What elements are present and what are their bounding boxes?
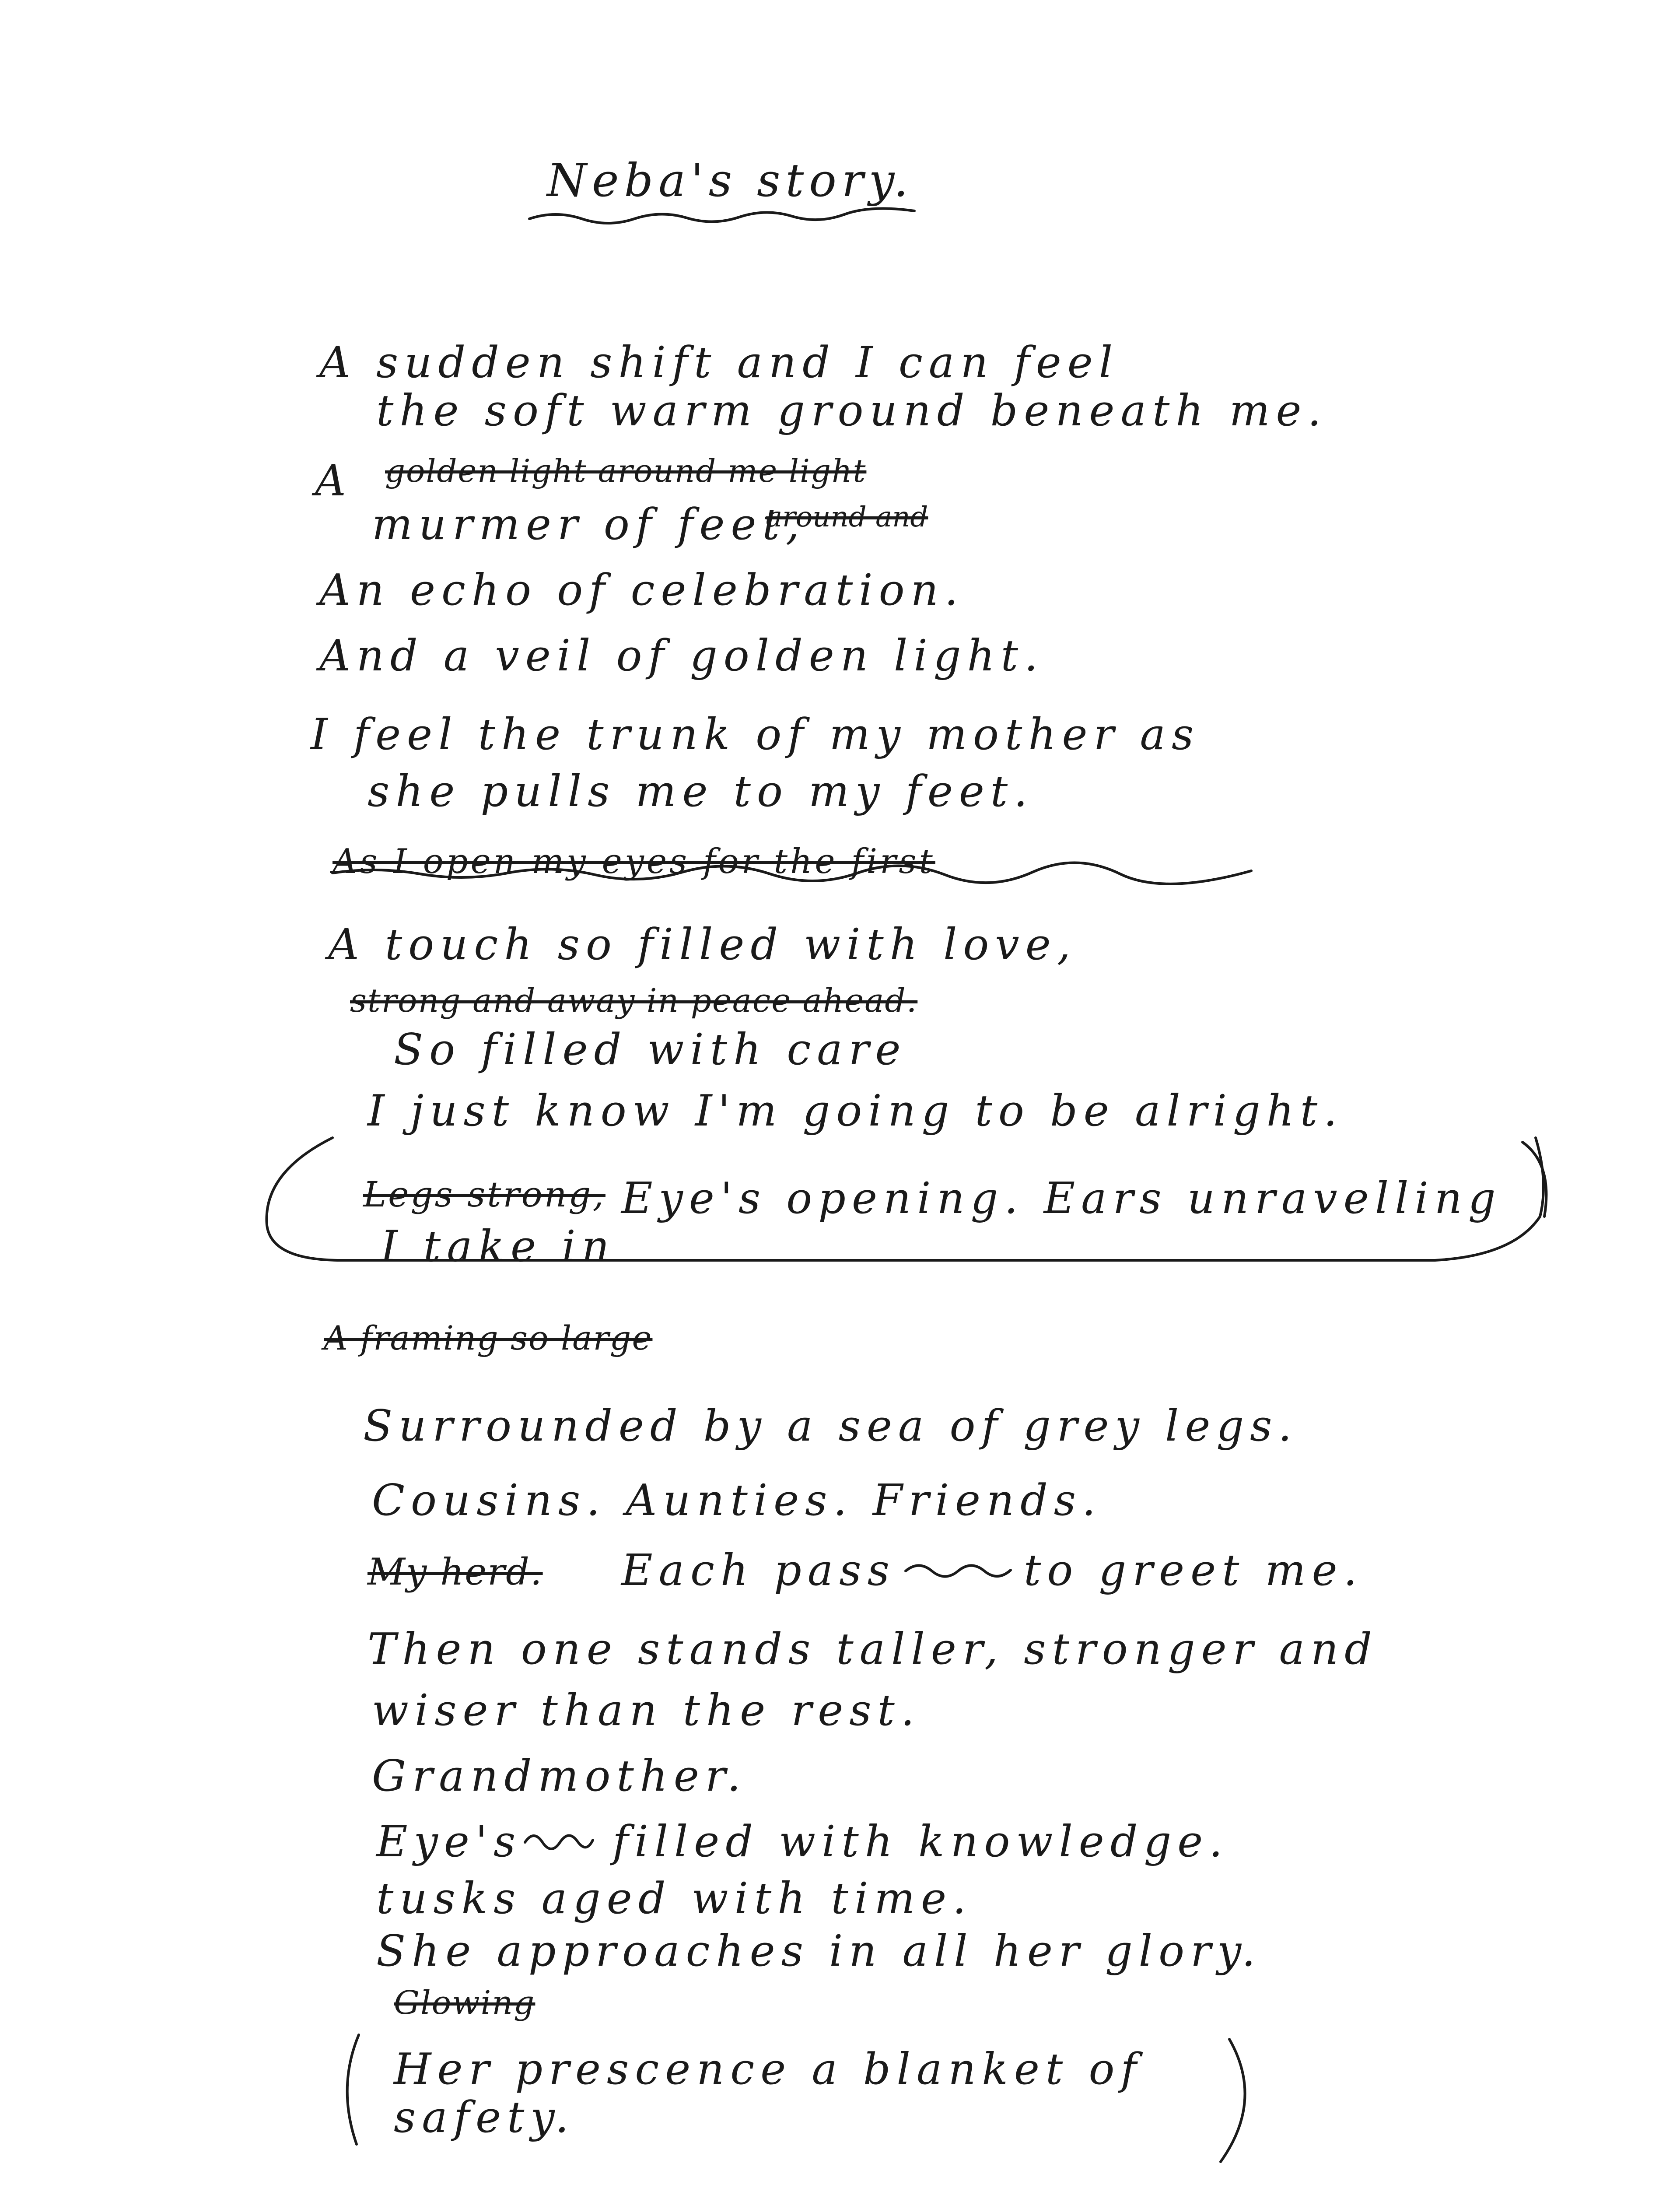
poem-line: filled with knowledge. xyxy=(612,1817,1229,1867)
poem-line: Surrounded by a sea of grey legs. xyxy=(363,1401,1298,1451)
poem-line: murmer of feet, xyxy=(372,500,806,550)
crossed-out-text: strong and away in peace ahead. xyxy=(350,982,918,1020)
poem-line: I feel the trunk of my mother as xyxy=(311,710,1200,760)
poem-line: I take in xyxy=(381,1222,616,1272)
crossed-out-text: Glowing xyxy=(394,1984,536,2022)
crossed-out-text: As I open my eyes for the first xyxy=(332,842,935,881)
page-title: Neba's story. xyxy=(547,154,914,207)
title-underline xyxy=(529,206,923,232)
poem-line: tusks aged with time. xyxy=(376,1874,973,1924)
poem-line: I just know I'm going to be alright. xyxy=(368,1086,1344,1136)
poem-line: She approaches in all her glory. xyxy=(376,1926,1262,1976)
crossed-out-text: golden light around me light xyxy=(385,452,867,489)
poem-line: the soft warm ground beneath me. xyxy=(376,386,1327,436)
poem-line: Her prescence a blanket of xyxy=(394,2044,1143,2094)
strike-scribble xyxy=(906,1558,1015,1584)
crossed-out-text: A framing so large xyxy=(324,1318,653,1357)
poem-line: safety. xyxy=(394,2093,575,2142)
poem-line: Grandmother. xyxy=(372,1751,747,1801)
poem-line: Each pass xyxy=(621,1546,896,1595)
poem-line: wiser than the rest. xyxy=(372,1686,921,1736)
poem-line: A sudden shift and I can feel xyxy=(319,338,1119,388)
right-parenthesis xyxy=(1212,2035,1264,2166)
strike-scribble xyxy=(525,1825,595,1855)
crossed-out-text: Legs strong, xyxy=(363,1174,606,1215)
left-parenthesis xyxy=(332,2030,368,2149)
poem-line: Then one stands taller, stronger and xyxy=(368,1624,1378,1674)
strike-scribble xyxy=(332,864,1256,882)
crossed-out-text: around and xyxy=(766,501,928,533)
poem-line: So filled with care xyxy=(394,1025,907,1075)
poem-line: to greet me. xyxy=(1024,1546,1363,1595)
poem-line: Eye's opening. Ears unravelling xyxy=(621,1174,1502,1224)
poem-line: An echo of celebration. xyxy=(319,565,964,615)
poem-line: she pulls me to my feet. xyxy=(368,767,1034,817)
crossed-out-text: My herd. xyxy=(368,1550,543,1593)
poem-line: A touch so filled with love, xyxy=(328,920,1077,970)
poem-line: Cousins. Aunties. Friends. xyxy=(372,1476,1102,1525)
poem-line-prefix: A xyxy=(315,456,352,506)
poem-line: And a veil of golden light. xyxy=(319,631,1044,681)
poem-line: Eye's xyxy=(376,1817,522,1867)
